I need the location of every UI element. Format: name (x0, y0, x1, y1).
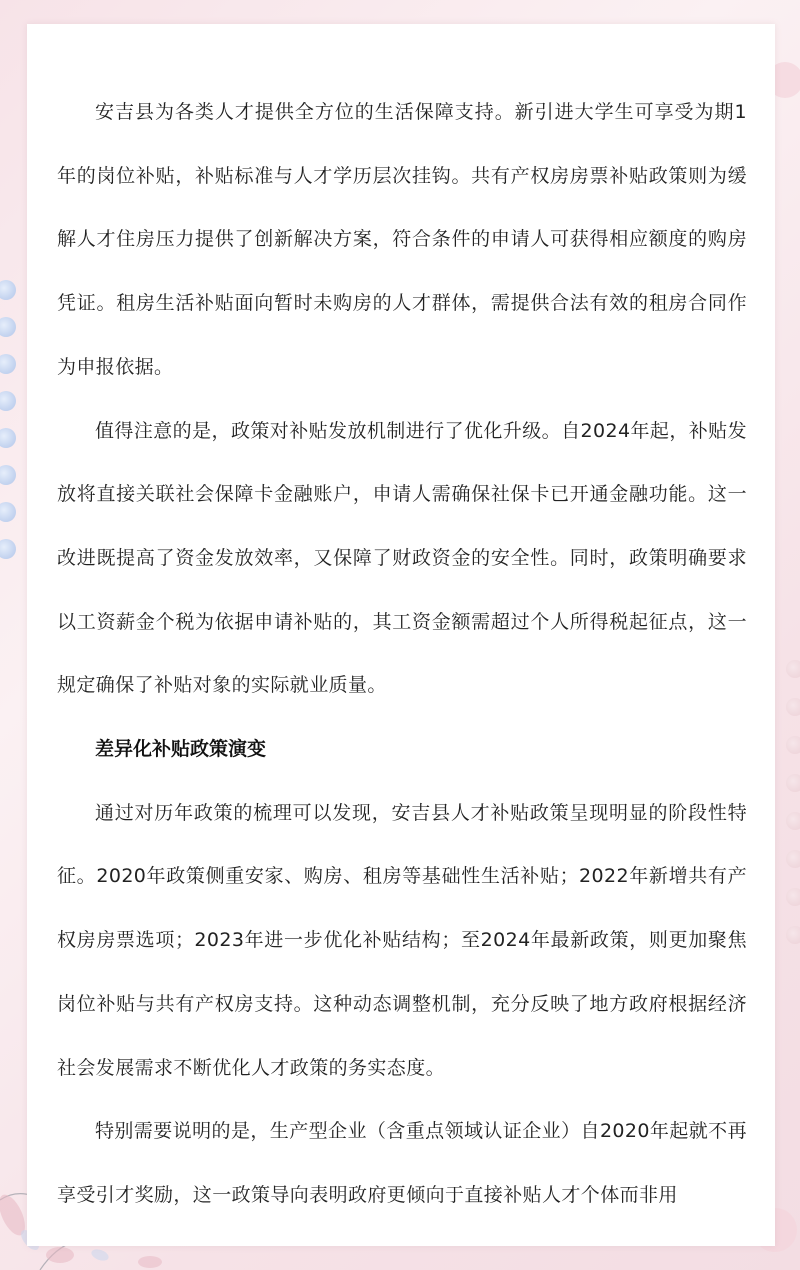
paragraph-special-note: 特别需要说明的是，生产型企业（含重点领域认证企业）自2020年起就不再享受引才奖励，这一政策导向表明政府更倾向于直接补贴人才个体而非用 (57, 1120, 747, 1206)
decorative-dot (0, 502, 16, 522)
right-decorative-dots (776, 660, 800, 964)
decorative-dot (786, 850, 800, 868)
decorative-dot (786, 774, 800, 792)
decorative-dot (786, 812, 800, 830)
decorative-dot (786, 926, 800, 944)
decorative-dot (786, 660, 800, 678)
decorative-dot (786, 888, 800, 906)
decorative-dot (0, 539, 16, 559)
paragraph-policy-evolution: 通过对历年政策的梳理可以发现，安吉县人才补贴政策呈现明显的阶段性特征。2020年政策侧重安家、购房、租房等基础性生活补贴；2022年新增共有产权房房票选项；2023年进一步优化补贴结构；至2024年最新政策，则更加聚焦岗位补贴与共有产权房支持。这种动态调整机制，充分反映了地方政府根据经济社会发展需求不断优化人才政策的务实态度。 (57, 801, 747, 1079)
left-decorative-dots (0, 280, 24, 576)
paragraph-living-support: 安吉县为各类人才提供全方位的生活保障支持。新引进大学生可享受为期1年的岗位补贴，补贴标准与人才学历层次挂钩。共有产权房房票补贴政策则为缓解人才住房压力提供了创新解决方案，符合条件的申请人可获得相应额度的购房凭证。租房生活补贴面向暂时未购房的人才群体，需提供合法有效的租房合同作为申报依据。 (57, 101, 747, 378)
section-heading: 差异化补贴政策演变 (95, 738, 267, 761)
document-body (57, 81, 747, 1228)
decorative-dot (0, 280, 16, 300)
decorative-dot (0, 354, 16, 374)
decorative-dot (786, 698, 800, 716)
decorative-dot (0, 391, 16, 411)
decorative-dot (0, 465, 16, 485)
paragraph-subsidy-mechanism: 值得注意的是，政策对补贴发放机制进行了优化升级。自2024年起，补贴发放将直接关联社会保障卡金融账户，申请人需确保社保卡已开通金融功能。这一改进既提高了资金发放效率，又保障了财政资金的安全性。同时，政策明确要求以工资薪金个税为依据申请补贴的，其工资金额需超过个人所得税起征点，这一规定确保了补贴对象的实际就业质量。 (57, 419, 747, 697)
decorative-dot (0, 428, 16, 448)
document-page (27, 24, 775, 1246)
decorative-dot (786, 736, 800, 754)
decorative-dot (0, 317, 16, 337)
